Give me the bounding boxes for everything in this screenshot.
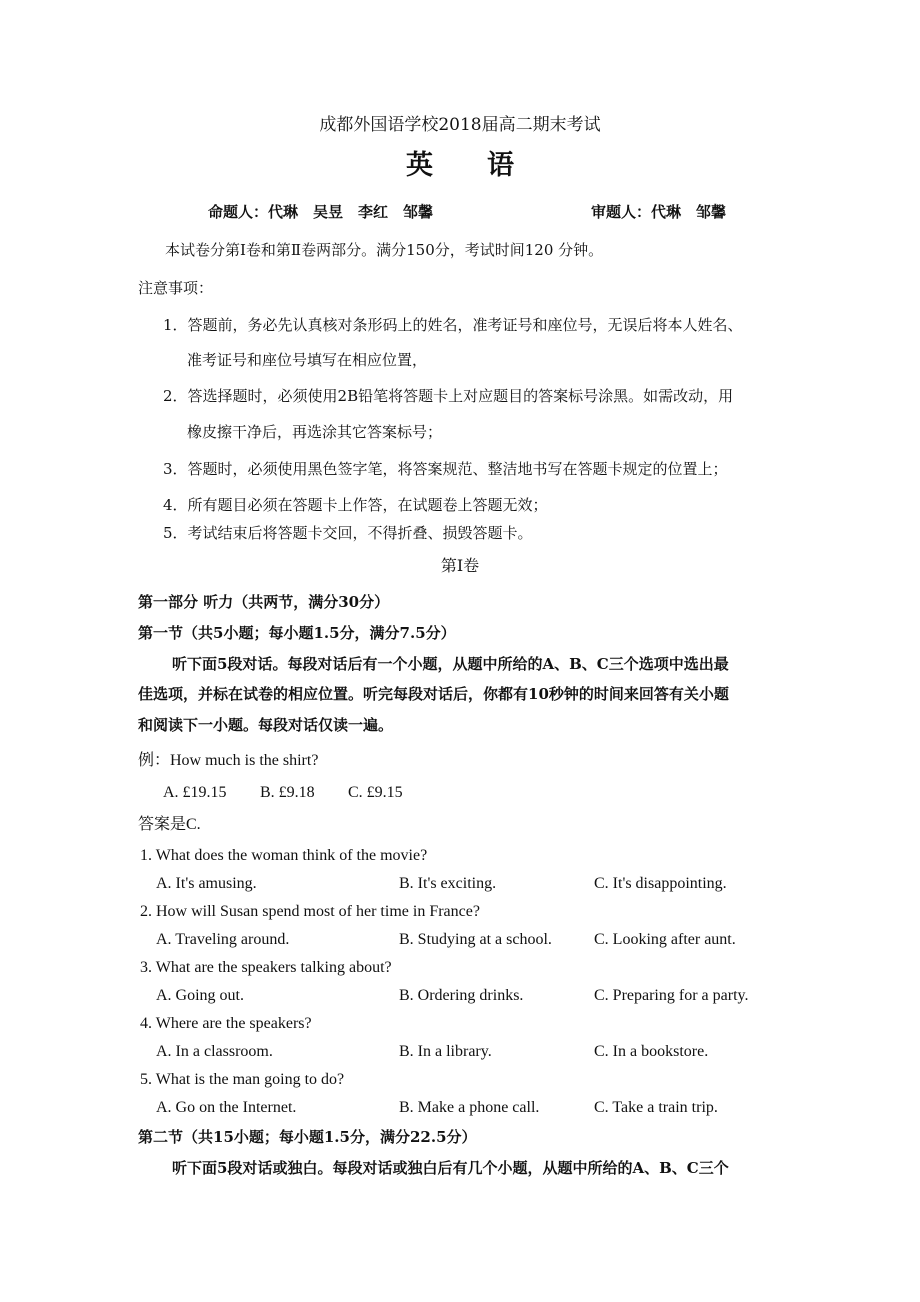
option-a: A. Going out. — [156, 987, 244, 1004]
question-stem: 5. What is the man going to do? — [140, 1071, 345, 1088]
example-option-c: C. £9.15 — [348, 784, 403, 801]
section2-instructions: 听下面5段对话或独白。每段对话或独白后有几个小题，从题中所给的A、B、C三个 — [172, 1159, 729, 1177]
section1-heading: 第一节（共5小题；每小题1.5分，满分7.5分） — [138, 624, 456, 642]
authors: 命题人：代琳 吴昱 李红 邹馨 — [208, 203, 434, 221]
option-b: B. Make a phone call. — [399, 1099, 540, 1116]
notes-heading: 注意事项： — [138, 279, 214, 297]
note-item: 准考证号和座位号填写在相应位置， — [187, 351, 428, 369]
subject-title: 英 语 — [406, 150, 514, 181]
option-b: B. In a library. — [399, 1043, 492, 1060]
option-b: B. Ordering drinks. — [399, 987, 524, 1004]
note-item: 5．考试结束后将答题卡交回，不得折叠、损毁答题卡。 — [163, 524, 533, 542]
section1-instructions: 听下面5段对话。每段对话后有一个小题，从题中所给的A、B、C三个选项中选出最 — [172, 655, 729, 673]
option-c: C. Looking after aunt. — [594, 931, 736, 948]
question-stem: 2. How will Susan spend most of her time in France? — [140, 903, 480, 920]
section2-heading: 第二节（共15小题；每小题1.5分，满分22.5分） — [138, 1128, 477, 1146]
example-question: 例：How much is the shirt? — [138, 752, 319, 769]
option-a: A. It's amusing. — [156, 875, 257, 892]
option-a: A. In a classroom. — [156, 1043, 273, 1060]
option-c: C. Preparing for a party. — [594, 987, 749, 1004]
option-c: C. In a bookstore. — [594, 1043, 709, 1060]
reviewers: 审题人：代琳 邹馨 — [591, 203, 727, 221]
option-b: B. It's exciting. — [399, 875, 497, 892]
intro-text: 本试卷分第Ⅰ卷和第Ⅱ卷两部分。满分150分，考试时间120 分钟。 — [165, 241, 604, 259]
question-stem: 4. Where are the speakers? — [140, 1015, 312, 1032]
note-item: 3．答题时，必须使用黑色签字笔，将答案规范、整洁地书写在答题卡规定的位置上； — [163, 460, 728, 478]
note-item: 4．所有题目必须在答题卡上作答，在试题卷上答题无效； — [163, 496, 548, 514]
option-c: C. It's disappointing. — [594, 875, 727, 892]
section1-instructions: 和阅读下一小题。每段对话仅读一遍。 — [138, 716, 394, 734]
example-option-a: A. £19.15 — [163, 784, 227, 801]
note-item: 1．答题前，务必先认真核对条形码上的姓名，准考证号和座位号，无误后将本人姓名、 — [163, 316, 743, 334]
school-title: 成都外国语学校2018届高二期末考试 — [319, 115, 601, 135]
note-item: 橡皮擦干净后，再选涂其它答案标号； — [187, 423, 443, 441]
option-c: C. Take a train trip. — [594, 1099, 718, 1116]
option-b: B. Studying at a school. — [399, 931, 552, 948]
part1-heading: 第一部分 听力（共两节，满分30分） — [138, 593, 390, 611]
option-a: A. Traveling around. — [156, 931, 290, 948]
note-item: 2．答选择题时，必须使用2B铅笔将答题卡上对应题目的答案标号涂黑。如需改动，用 — [163, 387, 734, 405]
question-stem: 1. What does the woman think of the movie? — [140, 847, 428, 864]
question-stem: 3. What are the speakers talking about? — [140, 959, 392, 976]
example-answer: 答案是C. — [138, 816, 201, 833]
option-a: A. Go on the Internet. — [156, 1099, 297, 1116]
example-option-b: B. £9.18 — [260, 784, 315, 801]
section1-instructions: 佳选项，并标在试卷的相应位置。听完每段对话后，你都有10秒钟的时间来回答有关小题 — [138, 685, 729, 703]
volume-heading: 第Ⅰ卷 — [440, 556, 480, 575]
